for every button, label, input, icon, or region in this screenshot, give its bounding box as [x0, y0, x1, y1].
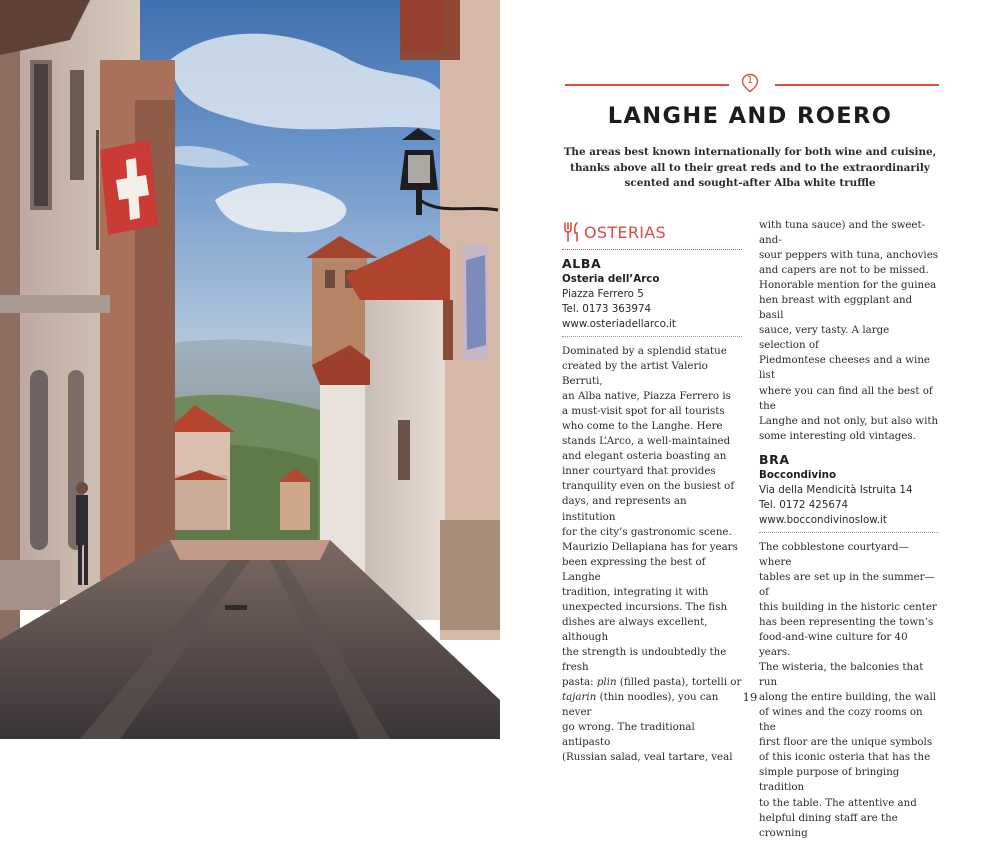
text-line: the strength is undoubtedly the fresh	[562, 645, 727, 673]
text-line: of this iconic osteria that has the	[759, 751, 931, 764]
text-line: Langhe and not only, but also with	[759, 414, 939, 427]
text-line: Dominated by a splendid statue	[562, 345, 727, 357]
text-line: Honorable mention for the guinea	[759, 279, 937, 292]
text-line: Maurizio Dellapiana has for years	[562, 540, 738, 553]
text-line: tranquility even on the busiest of	[562, 480, 735, 493]
text-line: along the entire building, the wall	[759, 691, 937, 704]
text-line: a must-visit spot for all tourists	[562, 405, 725, 418]
text-line: for the city’s gastronomic scene.	[562, 525, 732, 538]
text-column-left	[562, 218, 742, 765]
venue-phone: Tel. 0172 425674	[759, 498, 849, 511]
text-line: stands L’Arco, a well-maintained	[562, 435, 731, 448]
text-line: sour peppers with tuna, anchovies	[759, 249, 939, 262]
venue-website: www.boccondivinoslow.it	[759, 513, 887, 526]
entry-divider	[759, 532, 939, 533]
page-number: 19	[742, 690, 758, 704]
text-line: some interesting old vintages.	[759, 429, 916, 442]
text-line: this building in the historic center	[759, 600, 937, 613]
header-rule-left	[565, 84, 729, 86]
fork-and-knife-icon	[562, 221, 582, 243]
venue-website: www.osteriadellarco.it	[562, 318, 676, 330]
venue-name: Boccondivino	[759, 468, 837, 481]
text-line: (Russian salad, veal tartare, veal	[562, 751, 733, 764]
text-line: pasta: plin (filled pasta), tortelli or	[562, 676, 742, 689]
text-line: tradition, integrating it with	[562, 585, 709, 598]
text-line: food-and-wine culture for 40 years.	[759, 630, 908, 659]
chapter-title: LANGHE AND ROERO	[607, 103, 893, 129]
text-line: helpful dining staff are the crowning	[759, 811, 898, 839]
text-line: Piedmontese cheeses and a wine list	[759, 354, 931, 382]
town-name: ALBA	[562, 256, 602, 271]
text-line: and capers are not to be missed.	[759, 264, 929, 277]
chapter-intro: The areas best known internationally for both wine and cuisine, thanks above all to their great reds and to the extraordinarily scented and sought-after Alba white truffle	[563, 146, 937, 189]
text-line: an Alba native, Piazza Ferrero is	[562, 390, 731, 403]
text-line: simple purpose of bringing tradition	[759, 766, 900, 794]
text-line: with tuna sauce) and the sweet-and-	[759, 219, 926, 247]
text-line: go wrong. The traditional antipasto	[562, 721, 695, 749]
venue-address: Via della Mendicità Istruita 14	[759, 483, 913, 496]
header-rule-right	[775, 84, 939, 86]
text-line: The wisteria, the balconies that run	[759, 661, 924, 689]
text-line: where you can find all the best of the	[759, 384, 933, 412]
text-page	[500, 0, 1000, 839]
text-line: unexpected incursions. The fish	[562, 600, 728, 613]
text-column-right	[759, 218, 939, 841]
text-line: days, and represents an institution	[562, 495, 687, 523]
text-line: been expressing the best of Langhe	[562, 555, 706, 583]
text-line: who come to the Langhe. Here	[562, 420, 723, 433]
text-line: to the table. The attentive and	[759, 796, 917, 809]
text-line: of wines and the cozy rooms on the	[759, 706, 923, 734]
chapter-number: 1	[746, 75, 754, 86]
text-line: created by the artist Valerio Berruti,	[562, 360, 708, 388]
text-line: The cobblestone courtyard—where	[759, 540, 909, 568]
section-divider	[562, 249, 742, 250]
entry-divider	[562, 336, 742, 337]
section-title: OSTERIAS	[584, 222, 666, 242]
text-line: and elegant osteria boasting an	[562, 450, 727, 463]
section-heading	[562, 218, 742, 246]
text-line: inner courtyard that provides	[562, 465, 716, 478]
text-line: has been representing the town’s	[759, 615, 934, 628]
text-line: tables are set up in the summer—of	[759, 570, 935, 598]
venue-address: Piazza Ferrero 5	[562, 288, 644, 300]
venue-phone: Tel. 0173 363974	[562, 303, 652, 315]
street-photo	[0, 0, 500, 739]
text-line: dishes are always excellent, although	[562, 615, 708, 643]
text-line: tajarin (thin noodles), you can never	[562, 691, 719, 719]
town-name: BRA	[759, 451, 790, 467]
text-line: first floor are the unique symbols	[759, 736, 933, 749]
venue-name: Osteria dell’Arco	[562, 273, 660, 285]
text-line: hen breast with eggplant and basil	[759, 294, 913, 322]
venue-description-continued	[759, 218, 939, 444]
text-line: sauce, very tasty. A large selection of	[759, 324, 890, 352]
